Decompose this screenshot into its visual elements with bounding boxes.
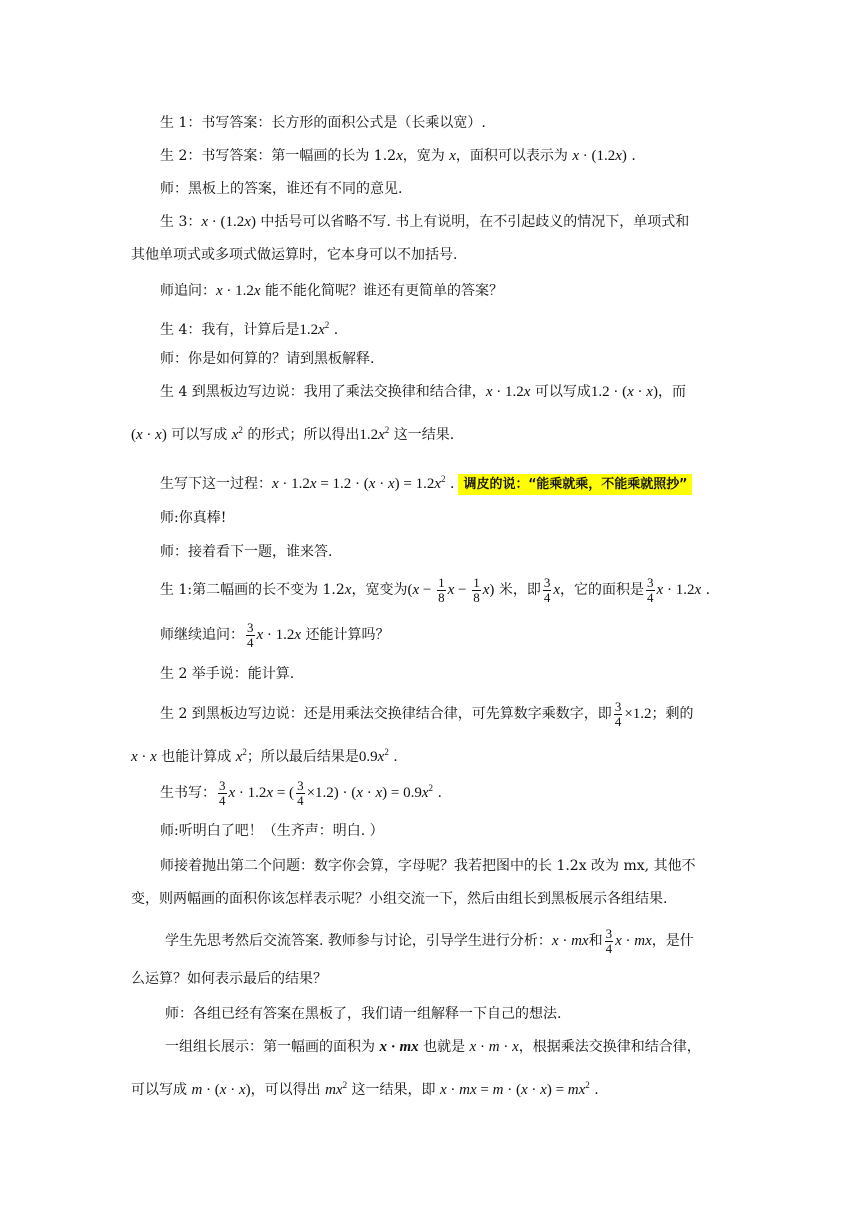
math: x [449,148,456,164]
text: 这一结果. [389,427,455,443]
math: x · 1.2x [216,283,261,299]
math: $mx^2$ [325,1080,348,1098]
paragraph [160,663,770,685]
text: 生 4 到黑板边写边说：我用了乘法交换律和结合律， [160,384,486,400]
text: 也就是 [418,1039,470,1055]
paragraph-cont [131,888,741,910]
math: x · mx = $m \cdot (x \cdot x) = mx^2$ [440,1080,590,1098]
text: ，它的面积是 [560,581,645,598]
text: 其他单项式或多项式做运算时，它本身可以不加括号. [131,247,458,263]
text: ，宽变为 [351,581,408,598]
text: ，是什 [651,932,694,949]
math: x · (1.2x) [572,148,627,164]
math: $x^2$ [235,747,247,765]
math: $0.9x^2$ [358,747,389,765]
math: $1.2x^2$ [359,425,390,443]
paragraph [160,855,770,877]
math: x [396,148,403,164]
paragraph [160,700,770,729]
paragraph [160,381,770,403]
text: 生写下这一过程： [160,476,272,492]
text: 生 2 举手说：能计算. [160,666,295,682]
text: 生书写： [160,785,216,801]
paragraph [160,280,770,302]
text: ，根据乘法交换律和结合律， [518,1039,701,1055]
paragraph-cont: 可以写成 m · (x · x)，可以得出 $mx^2$ 这一结果，即 x · mx = $m \cdot (x \cdot x) = mx^2$ . [131,1080,599,1098]
text: 师:听明白了吧！（生齐声：明白. ） [160,823,384,839]
text: 师：你是如何算的？请到黑板解释. [160,351,375,367]
math: x · x [131,749,157,765]
text: ，宽为 [402,148,450,164]
text: 和 [588,932,603,949]
fraction: $\frac{3}{4}$ [647,575,654,605]
math: x [344,581,352,598]
fraction: $\frac{3}{4}$ [543,575,551,605]
fraction: $\frac{3}{4}$ [614,699,622,729]
text: 中括号可以省略不写. 书上有说明，在不引起歧义的情况下，单项式和 [255,214,690,230]
text: 一组组长展示：第一幅画的面积为 [165,1039,380,1055]
paragraph: 生 4：我有，计算后是$1.2x^2$ . [160,320,339,338]
text: 生 3： [160,214,202,230]
text: 师:你真棒! [160,510,227,526]
text: 可以写成 [530,384,591,400]
paragraph [160,178,770,200]
text: 师接着抛出第二个问题：数字你会算，字母呢？我若把图中的长 1.2x 改为 mx, 其他不 [160,858,696,874]
paragraph [160,541,770,563]
paragraph-cont [131,968,741,990]
text: 可以写成 [166,427,232,443]
paragraph [165,1036,775,1058]
fraction: $\frac{3}{4}$ [605,926,613,956]
fraction: $\frac{3}{4}$ [297,778,304,809]
highlighted-note: 调皮的说：“能乘就乘，不能乘就照抄” [458,474,692,495]
fraction: $\frac{1}{8}$ [473,575,480,605]
text: 生 2 到黑板边写边说：还是用乘法交换律结合律，可先算数字乘数字，即 [160,705,612,722]
math: $\frac{3}{4}$ x · mx [605,926,652,956]
paragraph-cont [131,419,741,446]
math: (x · x) [131,427,167,443]
text: 的形式；所以得出 [242,427,360,443]
text: 生 1：书写答案：长方形的面积公式是（长乘以宽）. [160,115,486,131]
text: 生 1:第二幅画的长不变为 1.2 [160,581,345,598]
paragraph [160,820,770,842]
math: $x^2$ [231,425,243,443]
math: $\frac{3}{4}$ ×1.2 [614,699,652,729]
paragraph: 生书写： $\frac{3}{4}$ x · 1.2x = ( $\frac{3}{4}$ $\times 1.2) \cdot (x \cdot x) = 0.9x^2$ . [160,778,442,809]
paragraph-cont [131,244,741,266]
text: 师追问： [160,283,216,299]
text: ；剩的 [651,705,694,722]
paragraph [160,112,770,134]
paragraph-cont: x · x 也能计算成 $x^2$；所以最后结果是$0.9x^2$ . [131,747,398,765]
math: m · (x · x) [191,1082,251,1098]
paragraph: 生 1:第二幅画的长不变为 1.2x，宽变为(x − $\frac{1}{8}$ x − $\frac{1}{8}$ x) 米，即 $\frac{3}{4}$ x，它的面积是 $\frac{3}{4}$ x · 1.2x . [160,575,711,605]
math: (x − $\frac{1}{8}$ x − $\frac{1}{8}$ x) [407,575,495,605]
text: 生 2：书写答案：第一幅画的长为 1.2 [160,148,397,164]
paragraph [160,621,770,650]
math: $1.2x^2$ [299,320,330,338]
math: x · m · x [469,1039,519,1055]
math: $\frac{3}{4}$ x · 1.2x [647,575,702,605]
text: 能不能化简呢？谁还有更简单的答案？ [260,283,504,299]
math: x · mx [551,932,589,949]
paragraph [165,1003,775,1025]
text: 生 4：我有，计算后是 [160,322,300,338]
fraction: $\frac{3}{4}$ [247,620,254,650]
text: ，而 [657,384,686,400]
paragraph: 生 2：书写答案：第一幅画的长为 1.2x，宽为 x，面积可以表示为 x · (1.2x) . [160,148,636,164]
text: 变，则两幅画的面积你该怎样表示呢？小组交流一下，然后由组长到黑板展示各组结果. [131,891,668,907]
text: 么运算？如何表示最后的结果？ [131,971,327,987]
text: 可以写成 [131,1082,192,1098]
fraction: $\frac{1}{8}$ [438,575,445,605]
paragraph [160,211,770,233]
math: $\frac{3}{4}$ x · 1.2x [247,620,302,650]
paragraph [160,507,770,529]
paragraph: 生写下这一过程：$x \cdot 1.2x = 1.2 \cdot (x \cdot x) = 1.2x^2$ . 调皮的说：“能乘就乘，不能乘就照抄” [160,468,770,496]
text: 师：黑板上的答案，谁还有不同的意见. [160,181,403,197]
math: x · 1.2x [485,384,531,400]
text: 也能计算成 [156,749,236,765]
text: 学生先思考然后交流答案. 教师参与讨论，引导学生进行分析： [165,932,552,949]
text: 还能计算吗？ [301,626,390,643]
math: $\frac{3}{4}$ x · 1.2x = ( $\frac{3}{4}$ $\times 1.2) \cdot (x \cdot x) = 0.9x^2$ [219,778,433,809]
text: ，面积可以表示为 [455,148,573,164]
text: 师：接着看下一题，谁来答. [160,544,333,560]
math: 1.2 · (x · x) [590,384,658,400]
fraction: $\frac{3}{4}$ [219,778,226,809]
text: ；所以最后结果是 [246,749,359,765]
text: ，可以得出 [250,1082,326,1098]
text: 师继续追问： [160,626,244,643]
math: $\frac{3}{4}$ x [543,575,561,605]
math: $x \cdot 1.2x = 1.2 \cdot (x \cdot x) = 1.2x^2$ [272,474,446,492]
math: x · (1.2x) [201,214,256,230]
text: 米，即 [494,581,541,598]
paragraph [160,348,770,370]
text: 这一结果，即 [347,1082,440,1098]
text: 师：各组已经有答案在黑板了，我们请一组解释一下自己的想法. [165,1006,562,1022]
math: x · mx [379,1039,419,1055]
paragraph [165,927,775,956]
